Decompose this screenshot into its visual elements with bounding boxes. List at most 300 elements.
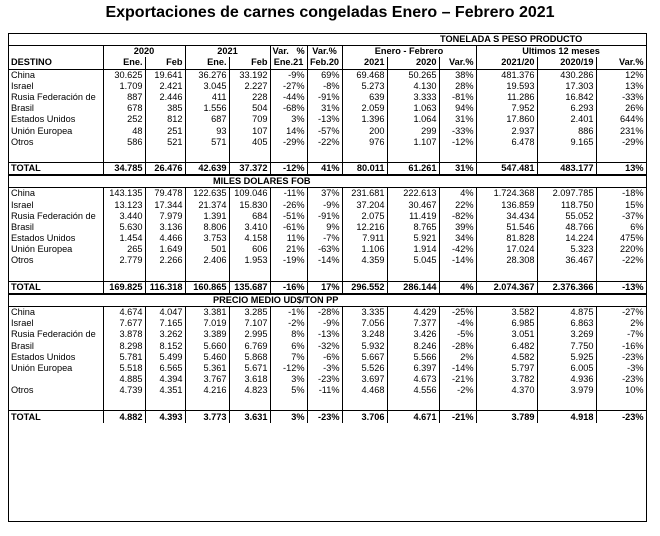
section-title-spacer — [596, 175, 646, 188]
cell-u21: 2.937 — [476, 126, 537, 137]
cell-f21: 5.671 — [229, 363, 270, 374]
cell-e21: 3.381 — [185, 306, 229, 318]
cell-a21: 231.681 — [342, 188, 387, 200]
spacer-cell — [229, 148, 270, 163]
total-row — [9, 162, 646, 175]
cell-u21: 547.481 — [476, 162, 537, 175]
cell-f20: 4.393 — [145, 411, 185, 423]
header-feb-2020: Feb — [145, 57, 185, 69]
section-title-spacer — [476, 294, 537, 307]
cell-ve: 7% — [270, 352, 307, 363]
cell-f21: 6.769 — [229, 341, 270, 352]
header-2021-20: 2021/20 — [476, 57, 537, 69]
cell-dest: Israel — [9, 81, 103, 92]
cell-f20: 7.979 — [145, 211, 185, 222]
cell-e20: 2.779 — [103, 255, 145, 266]
cell-u21: 5.797 — [476, 363, 537, 374]
cell-vf: -9% — [307, 318, 342, 329]
cell-u21: 19.593 — [476, 81, 537, 92]
section-title-spacer — [439, 294, 476, 307]
section-title-spacer — [103, 175, 145, 188]
cell-u20: 36.467 — [537, 255, 596, 266]
export-table — [9, 34, 647, 423]
cell-dest: Rusia Federación de — [9, 211, 103, 222]
cell-vf: -57% — [307, 126, 342, 137]
cell-u21: 6.985 — [476, 318, 537, 329]
cell-ve: 21% — [270, 244, 307, 255]
cell-dest: Estados Unidos — [9, 352, 103, 363]
header-destino: DESTINO — [9, 57, 103, 69]
header-var-ene-c: Ene.21 — [270, 57, 307, 69]
cell-va: -12% — [439, 137, 476, 148]
cell-va: 39% — [439, 222, 476, 233]
cell-dest: China — [9, 69, 103, 81]
header-ene-2020: Ene. — [103, 57, 145, 69]
cell-a20: 4.673 — [387, 374, 439, 385]
cell-e20: 252 — [103, 114, 145, 125]
cell-u20: 16.842 — [537, 92, 596, 103]
cell-a20: 6.397 — [387, 363, 439, 374]
spacer-cell — [439, 267, 476, 282]
cell-f20: 4.047 — [145, 306, 185, 318]
cell-e20: 143.135 — [103, 188, 145, 200]
header-enero-febrero: Enero - Febrero — [342, 46, 476, 58]
cell-u20: 55.052 — [537, 211, 596, 222]
cell-vf: 69% — [307, 69, 342, 81]
cell-va: 38% — [439, 69, 476, 81]
cell-f20: 116.318 — [145, 281, 185, 294]
cell-va: -4% — [439, 318, 476, 329]
cell-a20: 1.914 — [387, 244, 439, 255]
spacer-cell — [596, 396, 646, 411]
cell-a20: 50.265 — [387, 69, 439, 81]
cell-e21: 5.460 — [185, 352, 229, 363]
table-row — [9, 69, 646, 81]
cell-va: 31% — [439, 114, 476, 125]
cell-va: -5% — [439, 329, 476, 340]
cell-u20: 4.918 — [537, 411, 596, 423]
cell-e21: 5.361 — [185, 363, 229, 374]
spacer-row — [9, 267, 646, 282]
cell-vf: -32% — [307, 341, 342, 352]
cell-vf: -6% — [307, 352, 342, 363]
cell-dest: Unión Europea — [9, 244, 103, 255]
cell-dest: TOTAL — [9, 281, 103, 294]
cell-vu: 220% — [596, 244, 646, 255]
spacer-cell — [596, 267, 646, 282]
cell-vu: -27% — [596, 306, 646, 318]
cell-a21: 2.075 — [342, 211, 387, 222]
cell-a20: 30.467 — [387, 199, 439, 210]
cell-a20: 4.130 — [387, 81, 439, 92]
cell-e20: 586 — [103, 137, 145, 148]
spacer-cell — [342, 267, 387, 282]
cell-f21: 33.192 — [229, 69, 270, 81]
cell-dest: Brasil — [9, 222, 103, 233]
cell-a20: 4.429 — [387, 306, 439, 318]
spacer-row — [9, 148, 646, 163]
cell-f21: 3.410 — [229, 222, 270, 233]
cell-vf: -13% — [307, 114, 342, 125]
cell-f21: 4.823 — [229, 385, 270, 396]
cell-e20: 8.298 — [103, 341, 145, 352]
cell-ve: 3% — [270, 374, 307, 385]
cell-a20: 8.246 — [387, 341, 439, 352]
section-title-spacer — [537, 294, 596, 307]
cell-a20: 299 — [387, 126, 439, 137]
cell-e21: 687 — [185, 114, 229, 125]
cell-u21: 28.308 — [476, 255, 537, 266]
header-var-feb-b: Feb.20 — [307, 57, 342, 69]
cell-vf: 41% — [307, 162, 342, 175]
spacer-cell — [476, 396, 537, 411]
cell-a20: 1.107 — [387, 137, 439, 148]
cell-vf: -63% — [307, 244, 342, 255]
cell-e20: 265 — [103, 244, 145, 255]
cell-f21: 709 — [229, 114, 270, 125]
cell-u21: 34.434 — [476, 211, 537, 222]
cell-dest: Estados Unidos — [9, 114, 103, 125]
cell-va: -14% — [439, 363, 476, 374]
cell-ve: 6% — [270, 341, 307, 352]
total-row — [9, 411, 646, 423]
cell-va: -33% — [439, 126, 476, 137]
cell-u20: 6.863 — [537, 318, 596, 329]
cell-e21: 411 — [185, 92, 229, 103]
cell-u20: 118.750 — [537, 199, 596, 210]
cell-u21: 481.376 — [476, 69, 537, 81]
section-title-spacer — [342, 175, 387, 188]
cell-e20: 3.440 — [103, 211, 145, 222]
spacer-cell — [9, 148, 103, 163]
spacer-cell — [439, 396, 476, 411]
spacer-cell — [596, 148, 646, 163]
table-row — [9, 374, 646, 385]
cell-va: -21% — [439, 411, 476, 423]
cell-f21: 684 — [229, 211, 270, 222]
cell-dest: Rusia Federación de — [9, 329, 103, 340]
header-var-feb-a: Var.% — [307, 46, 342, 58]
cell-va: 28% — [439, 81, 476, 92]
spacer-cell — [537, 396, 596, 411]
spacer-cell — [270, 396, 307, 411]
cell-vu: 13% — [596, 162, 646, 175]
cell-u21: 17.860 — [476, 114, 537, 125]
spacer-cell — [9, 396, 103, 411]
table-row — [9, 188, 646, 200]
section-title-spacer — [145, 294, 185, 307]
cell-f21: 7.107 — [229, 318, 270, 329]
cell-dest: Estados Unidos — [9, 233, 103, 244]
cell-e21: 5.660 — [185, 341, 229, 352]
cell-ve: -16% — [270, 281, 307, 294]
cell-e21: 122.635 — [185, 188, 229, 200]
cell-vu: 26% — [596, 103, 646, 114]
section-title-spacer — [342, 294, 387, 307]
cell-f21: 37.372 — [229, 162, 270, 175]
cell-u20: 48.766 — [537, 222, 596, 233]
cell-ve: -44% — [270, 92, 307, 103]
cell-ve: -61% — [270, 222, 307, 233]
cell-ve: 3% — [270, 411, 307, 423]
cell-vf: 9% — [307, 222, 342, 233]
cell-vf: -91% — [307, 92, 342, 103]
table-body — [9, 34, 646, 423]
spacer-cell — [145, 267, 185, 282]
cell-dest: Brasil — [9, 341, 103, 352]
spacer-cell — [145, 148, 185, 163]
cell-a21: 69.468 — [342, 69, 387, 81]
cell-f20: 4.466 — [145, 233, 185, 244]
cell-va: -81% — [439, 92, 476, 103]
cell-vu: 644% — [596, 114, 646, 125]
cell-u21: 3.789 — [476, 411, 537, 423]
header-var-pct-12m: Var.% — [596, 57, 646, 69]
cell-va: -21% — [439, 374, 476, 385]
spacer-cell — [270, 148, 307, 163]
spacer-cell — [476, 148, 537, 163]
spacer-cell — [9, 267, 103, 282]
cell-a21: 3.335 — [342, 306, 387, 318]
cell-f20: 3.136 — [145, 222, 185, 233]
cell-ve: -9% — [270, 69, 307, 81]
spacer-cell — [439, 148, 476, 163]
cell-u21: 2.074.367 — [476, 281, 537, 294]
cell-va: 94% — [439, 103, 476, 114]
cell-u21: 51.546 — [476, 222, 537, 233]
cell-e20: 169.825 — [103, 281, 145, 294]
cell-ve: -51% — [270, 211, 307, 222]
cell-e20: 4.885 — [103, 374, 145, 385]
cell-f20: 8.152 — [145, 341, 185, 352]
cell-e21: 2.406 — [185, 255, 229, 266]
cell-a21: 4.468 — [342, 385, 387, 396]
section-title-spacer — [145, 175, 185, 188]
cell-a20: 61.261 — [387, 162, 439, 175]
cell-a21: 1.106 — [342, 244, 387, 255]
cell-dest: Otros — [9, 385, 103, 396]
cell-va: -2% — [439, 385, 476, 396]
cell-u21: 7.952 — [476, 103, 537, 114]
cell-e20: 4.674 — [103, 306, 145, 318]
cell-a21: 5.932 — [342, 341, 387, 352]
cell-vu: -22% — [596, 255, 646, 266]
spacer-cell — [342, 396, 387, 411]
header-2020: 2020 — [103, 46, 185, 58]
cell-f21: 5.868 — [229, 352, 270, 363]
cell-vu: -33% — [596, 92, 646, 103]
cell-vu: -37% — [596, 211, 646, 222]
table-row — [9, 233, 646, 244]
cell-a21: 3.697 — [342, 374, 387, 385]
table-row — [9, 329, 646, 340]
cell-vf: -11% — [307, 385, 342, 396]
section-title-spacer — [537, 175, 596, 188]
cell-a20: 7.377 — [387, 318, 439, 329]
cell-f20: 4.351 — [145, 385, 185, 396]
cell-vf: -3% — [307, 363, 342, 374]
cell-ve: -29% — [270, 137, 307, 148]
cell-e20: 48 — [103, 126, 145, 137]
header-var-pct: Var.% — [439, 57, 476, 69]
table-row — [9, 222, 646, 233]
cell-a21: 296.552 — [342, 281, 387, 294]
cell-u20: 5.323 — [537, 244, 596, 255]
cell-a21: 2.059 — [342, 103, 387, 114]
cell-vu: -29% — [596, 137, 646, 148]
cell-f21: 135.687 — [229, 281, 270, 294]
cell-u20: 4.936 — [537, 374, 596, 385]
cell-u21: 3.782 — [476, 374, 537, 385]
section-title-spacer — [307, 175, 342, 188]
section-title-spacer — [9, 175, 103, 188]
cell-u20: 17.303 — [537, 81, 596, 92]
cell-e20: 5.630 — [103, 222, 145, 233]
cell-u21: 136.859 — [476, 199, 537, 210]
cell-vf: 31% — [307, 103, 342, 114]
cell-a21: 7.056 — [342, 318, 387, 329]
cell-a21: 1.396 — [342, 114, 387, 125]
cell-e21: 7.019 — [185, 318, 229, 329]
cell-f20: 2.446 — [145, 92, 185, 103]
table-row — [9, 114, 646, 125]
cell-f21: 2.227 — [229, 81, 270, 92]
cell-e21: 3.773 — [185, 411, 229, 423]
table-row — [9, 385, 646, 396]
cell-e21: 8.806 — [185, 222, 229, 233]
cell-dest: TOTAL — [9, 162, 103, 175]
cell-a20: 11.419 — [387, 211, 439, 222]
cell-ve: 5% — [270, 385, 307, 396]
cell-va: -82% — [439, 211, 476, 222]
cell-vf: -9% — [307, 199, 342, 210]
header-2021: 2021 — [185, 46, 270, 58]
cell-va: 2% — [439, 352, 476, 363]
cell-vu: -18% — [596, 188, 646, 200]
cell-u20: 7.750 — [537, 341, 596, 352]
cell-f20: 79.478 — [145, 188, 185, 200]
cell-e20: 30.625 — [103, 69, 145, 81]
cell-dest: Rusia Federación de — [9, 92, 103, 103]
cell-u20: 3.979 — [537, 385, 596, 396]
cell-u21: 4.370 — [476, 385, 537, 396]
cell-a21: 5.526 — [342, 363, 387, 374]
spacer-cell — [185, 148, 229, 163]
cell-f20: 251 — [145, 126, 185, 137]
cell-vu: 6% — [596, 222, 646, 233]
header-var-ene-a: Var. % — [270, 46, 307, 58]
cell-va: 34% — [439, 233, 476, 244]
cell-ve: 11% — [270, 233, 307, 244]
cell-e21: 1.391 — [185, 211, 229, 222]
cell-va: 31% — [439, 162, 476, 175]
cell-vu: -16% — [596, 341, 646, 352]
total-row — [9, 281, 646, 294]
header-feb-2021: Feb — [229, 57, 270, 69]
table-row — [9, 81, 646, 92]
cell-e20: 13.123 — [103, 199, 145, 210]
cell-e20: 4.882 — [103, 411, 145, 423]
cell-dest — [9, 374, 103, 385]
cell-e20: 1.709 — [103, 81, 145, 92]
cell-vf: -13% — [307, 329, 342, 340]
spacer-cell — [307, 396, 342, 411]
cell-va: 4% — [439, 188, 476, 200]
cell-e20: 5.518 — [103, 363, 145, 374]
cell-u21: 11.286 — [476, 92, 537, 103]
cell-vu: 2% — [596, 318, 646, 329]
cell-f20: 7.165 — [145, 318, 185, 329]
cell-e20: 678 — [103, 103, 145, 114]
cell-dest: Unión Europea — [9, 363, 103, 374]
cell-vf: -23% — [307, 411, 342, 423]
table-row — [9, 352, 646, 363]
cell-vf: -23% — [307, 374, 342, 385]
spacer-cell — [387, 148, 439, 163]
table-row — [9, 318, 646, 329]
cell-dest: TOTAL — [9, 411, 103, 423]
cell-e20: 7.677 — [103, 318, 145, 329]
cell-f20: 385 — [145, 103, 185, 114]
header-ene-2021: Ene. — [185, 57, 229, 69]
cell-a20: 4.556 — [387, 385, 439, 396]
cell-vu: 12% — [596, 69, 646, 81]
spacer-cell — [307, 148, 342, 163]
section-title-spacer — [439, 175, 476, 188]
table-row — [9, 199, 646, 210]
cell-ve: -26% — [270, 199, 307, 210]
cell-e21: 3.753 — [185, 233, 229, 244]
spacer-cell — [103, 396, 145, 411]
spacer-cell — [270, 267, 307, 282]
cell-a21: 7.911 — [342, 233, 387, 244]
cell-u21: 17.024 — [476, 244, 537, 255]
cell-vf: -91% — [307, 211, 342, 222]
cell-f20: 812 — [145, 114, 185, 125]
cell-u20: 14.224 — [537, 233, 596, 244]
cell-f20: 2.421 — [145, 81, 185, 92]
spacer-row — [9, 396, 646, 411]
cell-dest: Israel — [9, 318, 103, 329]
cell-f20: 6.565 — [145, 363, 185, 374]
cell-ve: -27% — [270, 81, 307, 92]
cell-f20: 26.476 — [145, 162, 185, 175]
cell-u20: 2.401 — [537, 114, 596, 125]
cell-ve: 14% — [270, 126, 307, 137]
cell-e21: 3.767 — [185, 374, 229, 385]
cell-vu: -7% — [596, 329, 646, 340]
cell-ve: -11% — [270, 188, 307, 200]
cell-a21: 4.359 — [342, 255, 387, 266]
cell-a20: 1.064 — [387, 114, 439, 125]
cell-a21: 3.706 — [342, 411, 387, 423]
cell-vu: 15% — [596, 199, 646, 210]
spacer-cell — [229, 267, 270, 282]
cell-vf: -14% — [307, 255, 342, 266]
cell-va: -42% — [439, 244, 476, 255]
section-title-spacer — [387, 294, 439, 307]
cell-f21: 405 — [229, 137, 270, 148]
cell-f21: 1.953 — [229, 255, 270, 266]
cell-e21: 3.045 — [185, 81, 229, 92]
cell-ve: 3% — [270, 114, 307, 125]
cell-f21: 15.830 — [229, 199, 270, 210]
cell-u20: 483.177 — [537, 162, 596, 175]
cell-vu: -3% — [596, 363, 646, 374]
section-title-spacer — [596, 294, 646, 307]
cell-dest: China — [9, 306, 103, 318]
spacer-cell — [145, 396, 185, 411]
